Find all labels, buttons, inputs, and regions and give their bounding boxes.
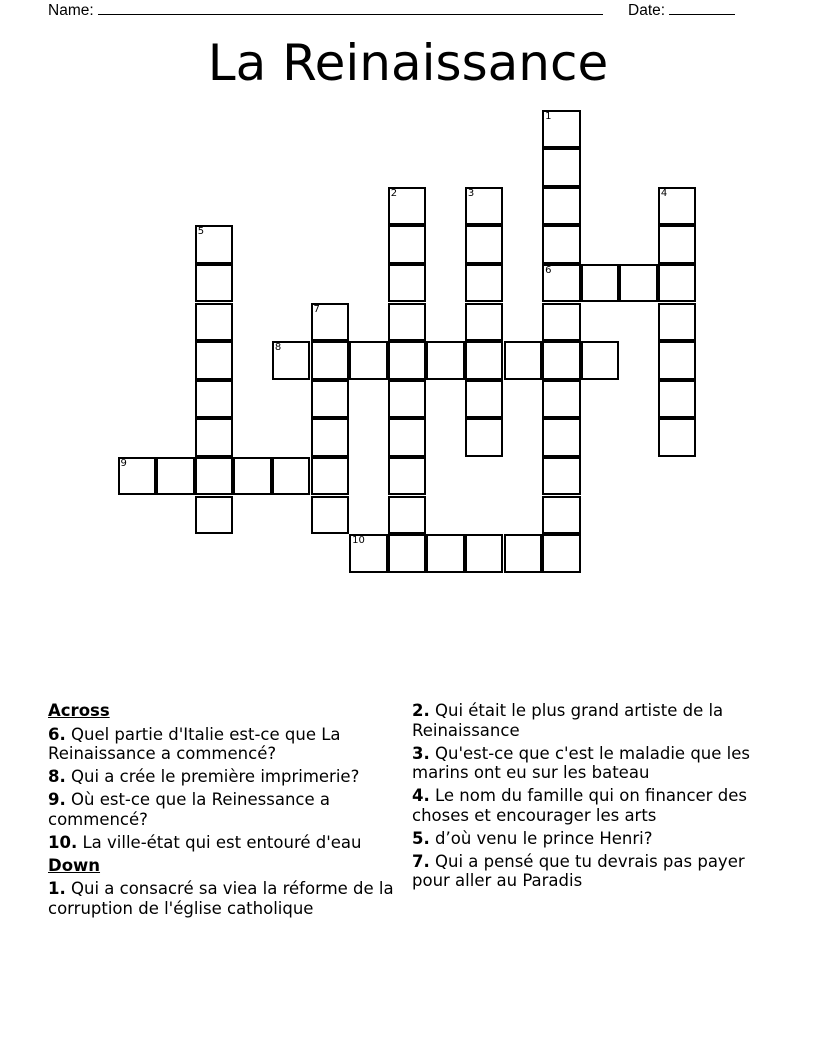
crossword-cell[interactable] <box>272 341 311 380</box>
clue-number: 8. <box>48 767 66 786</box>
crossword-cell[interactable] <box>118 457 157 496</box>
crossword-cell[interactable] <box>311 418 350 457</box>
clue-number: 7. <box>412 851 430 871</box>
clue-number: 1. <box>48 879 66 898</box>
crossword-cell[interactable] <box>388 534 427 573</box>
crossword-cell[interactable] <box>426 534 465 573</box>
crossword-cell[interactable] <box>658 341 697 380</box>
across-clue-8 <box>48 767 403 787</box>
crossword-cell[interactable] <box>388 187 427 226</box>
clue-text: d’où venu le prince Henri? <box>435 828 653 848</box>
crossword-cell[interactable] <box>658 380 697 419</box>
crossword-cell[interactable] <box>426 341 465 380</box>
crossword-cell[interactable] <box>504 534 543 573</box>
crossword-cell[interactable] <box>465 225 504 264</box>
across-heading: Across <box>48 701 110 720</box>
clue-number: 4. <box>412 786 430 805</box>
crossword-cell[interactable] <box>195 341 234 380</box>
clue-number: 3. <box>412 743 430 763</box>
crossword-cell[interactable] <box>195 496 234 535</box>
clues-left-column <box>48 701 403 922</box>
crossword-cell[interactable] <box>195 418 234 457</box>
clue-number: 5. <box>412 828 430 848</box>
crossword-cell[interactable] <box>195 380 234 419</box>
cell-number: 9 <box>120 457 127 469</box>
crossword-cell[interactable] <box>311 380 350 419</box>
crossword-cell[interactable] <box>465 418 504 457</box>
crossword-cell[interactable] <box>388 496 427 535</box>
cell-number: 5 <box>197 226 205 238</box>
crossword-cell[interactable] <box>195 457 234 496</box>
clue-text: Qui a pensé que tu devrais pas payer pour aller au Paradis <box>412 851 745 890</box>
cell-number: 10 <box>352 535 365 547</box>
crossword-cell[interactable] <box>542 303 581 342</box>
crossword-cell[interactable] <box>542 341 581 380</box>
crossword-cell[interactable] <box>465 380 504 419</box>
crossword-cell[interactable] <box>388 380 427 419</box>
crossword-cell[interactable] <box>465 187 504 226</box>
crossword-cell[interactable] <box>388 457 427 496</box>
clue-number: 2. <box>412 701 430 720</box>
crossword-cell[interactable] <box>156 457 195 496</box>
down-clue-4 <box>412 786 762 825</box>
cell-number: 2 <box>390 187 398 199</box>
crossword-cell[interactable] <box>542 187 581 226</box>
crossword-cell[interactable] <box>542 457 581 496</box>
crossword-cell[interactable] <box>195 225 234 264</box>
across-clue-10 <box>48 833 403 853</box>
crossword-cell[interactable] <box>581 341 620 380</box>
crossword-cell[interactable] <box>195 303 234 342</box>
crossword-cell[interactable] <box>581 264 620 303</box>
crossword-cell[interactable] <box>658 418 697 457</box>
crossword-cell[interactable] <box>233 457 272 496</box>
down-clue-7 <box>412 852 762 891</box>
across-clue-6 <box>48 725 403 764</box>
clue-number: 6. <box>48 724 66 744</box>
clue-text: Le nom du famille qui on financer des choses et encourager les arts <box>412 786 747 825</box>
crossword-cell[interactable] <box>311 303 350 342</box>
across-clue-9 <box>48 790 403 829</box>
crossword-cell[interactable] <box>619 264 658 303</box>
down-clue-1 <box>48 879 403 918</box>
clue-number: 9. <box>48 790 66 809</box>
crossword-cell[interactable] <box>465 341 504 380</box>
crossword-cell[interactable] <box>311 457 350 496</box>
crossword-cell[interactable] <box>311 496 350 535</box>
crossword-cell[interactable] <box>542 534 581 573</box>
down-heading: Down <box>48 855 101 875</box>
down-clue-2 <box>412 701 762 740</box>
cell-number: 1 <box>545 110 552 122</box>
clue-text: La ville-état qui est entouré d'eau <box>82 832 362 852</box>
date-label: Date: <box>628 2 666 19</box>
name-label: Name: <box>48 2 94 19</box>
crossword-cell[interactable] <box>465 534 504 573</box>
crossword-cell[interactable] <box>311 341 350 380</box>
page-title: La Reinaissance <box>207 34 609 92</box>
crossword-cell[interactable] <box>658 264 697 303</box>
clue-number: 10. <box>48 832 78 852</box>
clues-right-column <box>412 701 762 894</box>
crossword-cell[interactable] <box>542 148 581 187</box>
clue-text: Qu'est-ce que c'est le maladie que les marins ont eu sur les bateau <box>412 743 750 782</box>
crossword-cell[interactable] <box>465 264 504 303</box>
crossword-cell[interactable] <box>388 341 427 380</box>
clue-text: Qui a crée le première imprimerie? <box>71 767 360 786</box>
clue-text: Qui a consacré sa viea la réforme de la corruption de l'église catholique <box>48 879 394 918</box>
crossword-cell[interactable] <box>465 303 504 342</box>
crossword-cell[interactable] <box>388 264 427 303</box>
cell-number: 8 <box>274 342 282 354</box>
crossword-cell[interactable] <box>349 534 388 573</box>
crossword-cell[interactable] <box>542 418 581 457</box>
crossword-cell[interactable] <box>542 380 581 419</box>
crossword-cell[interactable] <box>658 225 697 264</box>
crossword-cell[interactable] <box>658 303 697 342</box>
clue-text: Quel partie d'Italie est-ce que La Reinaissance a commencé? <box>48 724 341 763</box>
crossword-cell[interactable] <box>542 110 581 149</box>
crossword-cell[interactable] <box>658 187 697 226</box>
cell-number: 7 <box>313 303 320 315</box>
crossword-cell[interactable] <box>388 225 427 264</box>
down-clue-5 <box>412 829 762 849</box>
crossword-cell[interactable] <box>388 303 427 342</box>
clue-text: Qui était le plus grand artiste de la Reinaissance <box>412 701 724 740</box>
crossword-cell[interactable] <box>195 264 234 303</box>
cell-number: 6 <box>545 264 552 276</box>
crossword-cell[interactable] <box>542 225 581 264</box>
crossword-cell[interactable] <box>542 496 581 535</box>
crossword-cell[interactable] <box>504 341 543 380</box>
cell-number: 4 <box>660 187 668 199</box>
cell-number: 3 <box>467 187 475 199</box>
crossword-cell[interactable] <box>542 264 581 303</box>
crossword-cell[interactable] <box>349 341 388 380</box>
down-clue-3 <box>412 744 762 783</box>
crossword-cell[interactable] <box>388 418 427 457</box>
crossword-cell[interactable] <box>272 457 311 496</box>
clue-text: Où est-ce que la Reinessance a commencé? <box>48 790 331 829</box>
